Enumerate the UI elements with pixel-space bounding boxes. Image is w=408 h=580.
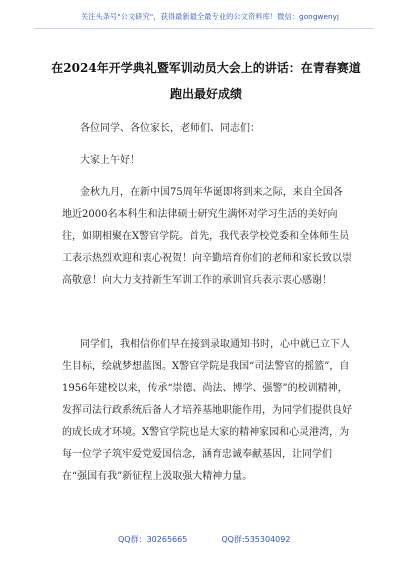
- qq-group-2: QQ群:535304092: [221, 535, 291, 544]
- salutation: 各位同学、各位家长，老师们、同志们：: [80, 123, 260, 134]
- header-divider: [34, 28, 374, 29]
- qq-group-1: QQ群：30265665: [118, 535, 188, 544]
- document-title: 在2024年开学典礼暨军训动员大会上的讲话：在青春赛道跑出最好成绩: [51, 61, 361, 101]
- greeting: 大家上午好！: [80, 155, 140, 166]
- paragraph: 同学们，我相信你们早在接到录取通知书时，心中就已立下人生目标，绘就梦想蓝图。X警官学院是我国“司法警官的摇篮”，自1956年建校以来，传承“崇德、尚法、博学、强警”的校训精神，发挥司法行政系统后备人才培养基地职能作用，为同学们提供良好的成长成才环境。X警官学院也是大家的精神家园和心灵港湾，为每一位学子筑牢爱党爱国信念，涵育忠诚奉献基因，让同学们在“强国有我”新征程上汲取强大精神力量。: [62, 339, 352, 482]
- paragraph: 金秋九月，在新中国75周年华诞即将到来之际，来自全国各地近2000名本科生和法律硕士研究生满怀对学习生活的美好向往，如期相聚在X警官学院。首先，我代表学校党委和全体师生员工表示热烈欢迎和衷心祝贺！向辛勤培育你们的老师和家长致以崇高敬意！向大力支持新生军训工作的承训官兵表示衷心感谢！: [62, 187, 352, 286]
- footer-contact: [118, 534, 290, 545]
- header-banner: 关注头条号"公文研究"，获得最新最全最专业的公文资料库！微信：gongwenyj: [80, 12, 340, 21]
